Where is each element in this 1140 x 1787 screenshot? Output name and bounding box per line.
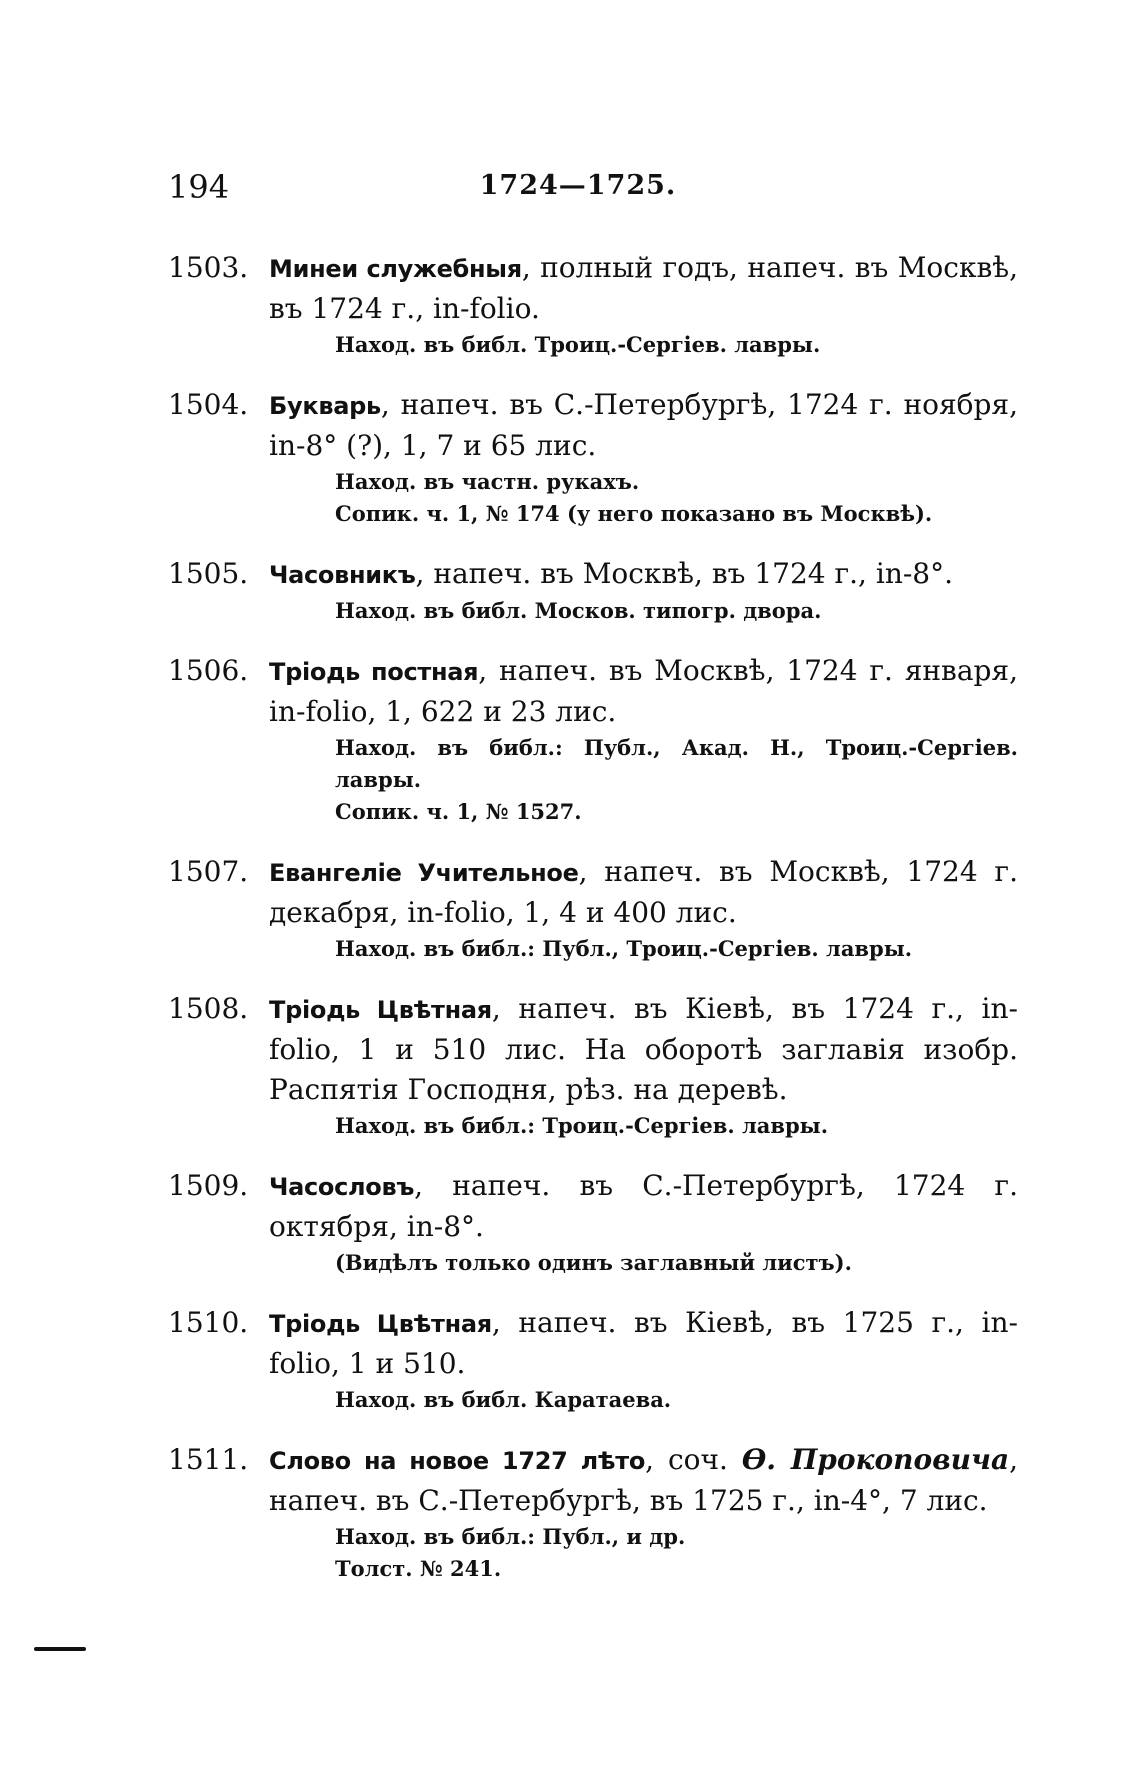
entry-note: Сопик. ч. 1, № 1527. (335, 799, 582, 824)
entry-title: Букварь (269, 392, 381, 420)
entry-title: Часовникъ (269, 561, 416, 589)
entry-title: Трiодь постная (269, 658, 479, 686)
entry-body (269, 852, 1018, 965)
entry-number: 1503. (168, 251, 249, 284)
decorative-rule (34, 1647, 86, 1651)
entry-note: (Видѣлъ только одинъ заглавный листъ). (335, 1250, 852, 1275)
entry-note: Наход. въ библ.: Публ., Акад. Н., Троиц.-Сергiев. лавры. (335, 735, 1018, 792)
running-head: 1724—1725. (479, 170, 677, 201)
entry-1507 (168, 852, 1018, 965)
entry-1505 (168, 554, 1018, 627)
entry-title: Трiодь Цвѣтная (269, 996, 492, 1024)
entry-author: Ѳ. Прокоповича (741, 1443, 1010, 1476)
entry-text: , напеч. въ С.-Петербургѣ, 1724 г. ноября, in-8° (?), 1, 7 и 65 лис. (269, 388, 1018, 462)
entry-number: 1504. (168, 388, 249, 421)
entry-text: , напеч. въ Москвѣ, 1724 г. января, in-folio, 1, 622 и 23 лис. (269, 654, 1018, 728)
page-header (168, 168, 988, 218)
entry-1506 (168, 651, 1018, 828)
entry-text-before-author: , соч. (645, 1443, 742, 1476)
entry-note: Наход. въ библ. Москов. типогр. двора. (335, 598, 822, 623)
entry-text: , полный годъ, напеч. въ Москвѣ, въ 1724 г., in-folio. (269, 251, 1019, 325)
entry-number: 1506. (168, 654, 249, 687)
entry-1504 (168, 385, 1018, 530)
entry-body (269, 554, 1018, 627)
entry-note: Наход. въ библ. Троиц.-Сергiев. лавры. (335, 332, 821, 357)
entry-number: 1511. (168, 1443, 249, 1476)
entry-1510 (168, 1303, 1018, 1416)
entry-title: Евангелiе Учительное (269, 859, 579, 887)
entry-1508 (168, 989, 1018, 1142)
entry-note: Наход. въ библ.: Публ., и др. (335, 1524, 686, 1549)
entry-note: Наход. въ частн. рукахъ. (335, 469, 640, 494)
entry-number: 1509. (168, 1169, 249, 1202)
entry-number: 1505. (168, 557, 249, 590)
entry-title: Трiодь Цвѣтная (269, 1310, 492, 1338)
entry-text: , напеч. въ С.-Петербургѣ, 1724 г. октября, in-8°. (269, 1169, 1018, 1243)
entry-number: 1507. (168, 855, 249, 888)
entry-title: Минеи служебныя (269, 255, 522, 283)
entry-text: , напеч. въ С.-Петербургѣ, въ 1725 г., in-4°, 7 лис. (269, 1443, 1019, 1517)
entry-note: Наход. въ библ.: Публ., Троиц.-Сергiев. лавры. (335, 936, 913, 961)
entry-body (269, 385, 1018, 530)
entry-text: , напеч. въ Кiевѣ, въ 1724 г., in-folio, 1 и 510 лис. На оборотѣ заглавiя изобр. Распятiя Господня, рѣз. на деревѣ. (269, 992, 1018, 1106)
entry-title: Часословъ (269, 1173, 415, 1201)
entry-note: Наход. въ библ.: Троиц.-Сергiев. лавры. (335, 1113, 829, 1138)
entry-body (269, 1440, 1018, 1585)
entry-1503 (168, 248, 1018, 361)
entry-number: 1510. (168, 1306, 249, 1339)
entry-text: , напеч. въ Москвѣ, 1724 г. декабря, in-folio, 1, 4 и 400 лис. (269, 855, 1018, 929)
entry-body (269, 651, 1018, 828)
entry-note: Сопик. ч. 1, № 174 (у него показано въ Москвѣ). (335, 501, 933, 526)
entry-note: Толст. № 241. (335, 1556, 502, 1581)
entry-body (269, 248, 1018, 361)
entry-1511 (168, 1440, 1018, 1585)
entry-text: , напеч. въ Москвѣ, въ 1724 г., in-8°. (415, 557, 954, 590)
entry-note: Наход. въ библ. Каратаева. (335, 1387, 672, 1412)
bibliography-entries (168, 248, 1018, 1609)
entry-title: Слово на новое 1727 лѣто (269, 1447, 646, 1475)
entry-body (269, 989, 1018, 1142)
entry-text: , напеч. въ Кiевѣ, въ 1725 г., in-folio, 1 и 510. (269, 1306, 1018, 1380)
page-number: 194 (168, 168, 230, 206)
entry-1509 (168, 1166, 1018, 1279)
entry-number: 1508. (168, 992, 249, 1025)
entry-body (269, 1166, 1018, 1279)
entry-body (269, 1303, 1018, 1416)
